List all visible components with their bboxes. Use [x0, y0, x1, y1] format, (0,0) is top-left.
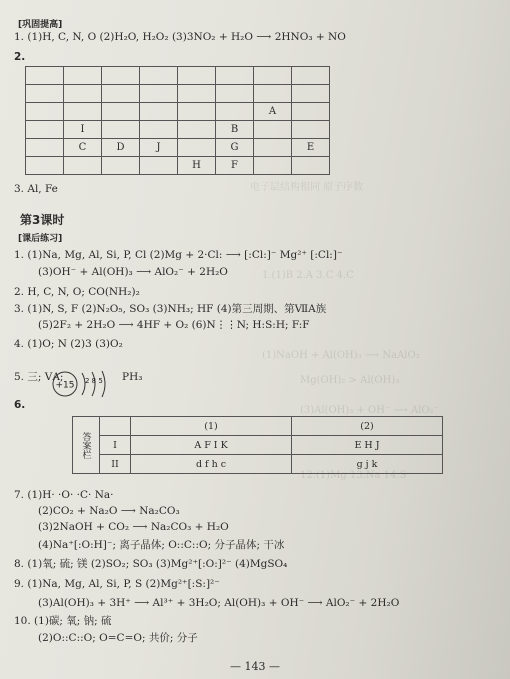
- grid-row: [26, 103, 330, 121]
- grid-cell: [178, 67, 216, 85]
- grid-cell: [64, 67, 102, 85]
- table-cell: g j k: [292, 455, 443, 474]
- grid-row: [26, 121, 330, 139]
- grid-cell: H: [178, 157, 216, 175]
- grid-cell: [178, 85, 216, 103]
- grid-cell: [102, 67, 140, 85]
- bleed-through-text: 1.(1)B 2.A 3.C 4.C: [262, 270, 354, 281]
- table-cell: d f h c: [131, 455, 292, 474]
- answer-line: (3)OH⁻ + Al(OH)₃ ⟶ AlO₂⁻ + 2H₂O: [38, 266, 228, 278]
- row-label: II: [100, 455, 131, 474]
- grid-cell: [216, 67, 254, 85]
- grid-row: [26, 139, 330, 157]
- grid-cell: [254, 139, 292, 157]
- grid-cell: [254, 85, 292, 103]
- grid-cell: [178, 103, 216, 121]
- table-cell: A F I K: [131, 436, 292, 455]
- grid-cell: [216, 103, 254, 121]
- answer-line: 7. (1)H· ·O· ·C· Na·: [14, 489, 114, 501]
- grid-cell: [26, 103, 64, 121]
- grid-cell: [178, 121, 216, 139]
- grid-cell: D: [102, 139, 140, 157]
- column-header: (1): [131, 417, 292, 436]
- grid-cell: [292, 85, 330, 103]
- answer-line: 2. H, C, N, O; CO(NH₂)₂: [14, 286, 140, 298]
- answer-line: 4. (1)O; N (2)3 (3)O₂: [14, 338, 123, 350]
- question-number: 2.: [14, 51, 26, 63]
- grid-cell: [292, 157, 330, 175]
- grid-cell: [292, 67, 330, 85]
- grid-cell: [292, 103, 330, 121]
- table-cell: E H J: [292, 436, 443, 455]
- section-tag: [巩固提高]: [18, 20, 63, 30]
- grid-cell: J: [140, 139, 178, 157]
- grid-cell: [178, 139, 216, 157]
- bleed-through-text: 电子层结构相同 原子序数: [250, 182, 364, 193]
- grid-cell: A: [254, 103, 292, 121]
- answer-line: PH₃: [122, 371, 143, 383]
- grid-cell: [140, 85, 178, 103]
- row-label: I: [100, 436, 131, 455]
- grid-cell: [26, 157, 64, 175]
- grid-cell: [26, 67, 64, 85]
- answer-line: 9. (1)Na, Mg, Al, Si, P, S (2)Mg²⁺[:S:]²⁻: [14, 578, 220, 590]
- grid-cell: [102, 85, 140, 103]
- bleed-through-text: (3)Al(OH)₃ + OH⁻ ⟶ AlO₂⁻: [300, 405, 439, 416]
- grid-cell: [216, 85, 254, 103]
- lesson-heading: 第3课时: [20, 213, 65, 227]
- bleed-through-text: 12.(1)Mg 13.Na 14.S: [300, 470, 407, 481]
- answer-line: 3. (1)N, S, F (2)N₂O₅, SO₃ (3)NH₃; HF (4)第三周期、第ⅦA族: [14, 303, 327, 315]
- grid-cell: [140, 67, 178, 85]
- nucleus-charge: +15: [55, 380, 75, 391]
- grid-cell: [26, 85, 64, 103]
- grid-cell: [102, 121, 140, 139]
- answer-table-label: 答案栏: [73, 417, 100, 474]
- grid-cell: [102, 157, 140, 175]
- page-number: — 143 —: [230, 660, 280, 673]
- answer-line: 10. (1)碳; 氧; 钠; 硫: [14, 615, 112, 627]
- grid-cell: F: [216, 157, 254, 175]
- grid-cell: [26, 139, 64, 157]
- answer-line: 1. (1)H, C, N, O (2)H₂O, H₂O₂ (3)3NO₂ + H₂O ⟶ 2HNO₃ + NO: [14, 31, 346, 43]
- answer-table: [72, 416, 443, 474]
- answer-line: (5)2F₂ + 2H₂O ⟶ 4HF + O₂ (6)N⋮⋮N; H:S:H; F:F: [38, 319, 310, 331]
- grid-cell: E: [292, 139, 330, 157]
- grid-cell: [292, 121, 330, 139]
- grid-row: [26, 67, 330, 85]
- grid-cell: [140, 157, 178, 175]
- answer-line: (2)O::C::O; O=C=O; 共价; 分子: [38, 632, 198, 644]
- answer-line: 3. Al, Fe: [14, 183, 58, 195]
- grid-cell: [254, 67, 292, 85]
- grid-cell: C: [64, 139, 102, 157]
- grid-row: [26, 157, 330, 175]
- grid-row: [26, 85, 330, 103]
- question-number: 6.: [14, 399, 26, 411]
- answer-line: 5. 三; ⅤA;: [14, 371, 64, 383]
- grid-cell: I: [64, 121, 102, 139]
- grid-cell: [254, 157, 292, 175]
- grid-cell: [254, 121, 292, 139]
- answer-line: (3)Al(OH)₃ + 3H⁺ ⟶ Al³⁺ + 3H₂O; Al(OH)₃ + OH⁻ ⟶ AlO₂⁻ + 2H₂O: [38, 597, 400, 609]
- grid-cell: [26, 121, 64, 139]
- answer-line: (4)Na⁺[:O:H]⁻; 离子晶体; O::C::O; 分子晶体; 干冰: [38, 539, 285, 551]
- grid-cell: G: [216, 139, 254, 157]
- answer-line: 1. (1)Na, Mg, Al, Si, P, Cl (2)Mg + 2·Cl: ⟶ [:Cl:]⁻ Mg²⁺ [:Cl:]⁻: [14, 249, 343, 261]
- bleed-through-text: Mg(OH)₂ > Al(OH)₃: [300, 375, 400, 386]
- grid-cell: [102, 103, 140, 121]
- grid-cell: [64, 85, 102, 103]
- bleed-through-text: (1)NaOH + Al(OH)₃ ⟶ NaAlO₂: [262, 350, 420, 361]
- answer-line: (2)CO₂ + Na₂O ⟶ Na₂CO₃: [38, 505, 180, 517]
- grid-cell: B: [216, 121, 254, 139]
- atom-structure-diagram: [48, 367, 118, 405]
- grid-cell: [140, 103, 178, 121]
- grid-cell: [140, 121, 178, 139]
- grid-cell: [64, 157, 102, 175]
- periodic-grid: [25, 66, 330, 175]
- grid-cell: [64, 103, 102, 121]
- column-header: (2): [292, 417, 443, 436]
- answer-line: (3)2NaOH + CO₂ ⟶ Na₂CO₃ + H₂O: [38, 521, 229, 533]
- answer-line: 8. (1)氧; 硫; 镁 (2)SO₂; SO₃ (3)Mg²⁺[:O:]²⁻ (4)MgSO₄: [14, 558, 288, 570]
- shell-electrons: 2 8 5: [85, 377, 103, 385]
- section-tag: [课后练习]: [18, 234, 63, 244]
